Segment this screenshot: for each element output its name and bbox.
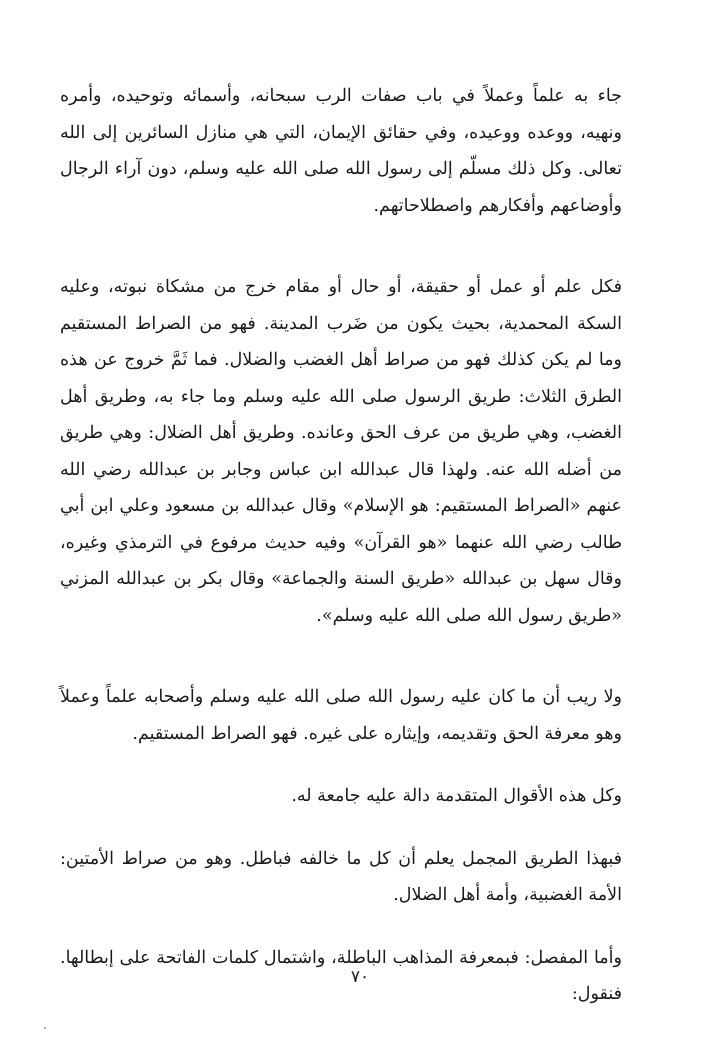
paragraph-2: فكل علم أو عمل أو حقيقة، أو حال أو مقام خرج من مشكاة نبوته، وعليه السكة المحمدية، بحيث يكون من ضَرب المدينة. فهو من الصراط المستقيم وما لم يكن كذلك فهو من صراط أهل الغضب والضلال. فما ثَمَّ خروج عن هذه الطرق الثلاث: طريق الرسول صلى الله عليه وسلم وما جاء به، وطريق أهل الغضب، وهي طريق من عرف الحق وعانده. وطريق أهل الضلال: وهي طريق من أضله الله عنه. ولهذا قال عبدالله ابن عباس وجابر بن عبدالله رضي الله عنهم «الصراط المستقيم: هو الإسلام» وقال عبدالله بن مسعود وعلي ابن أبي طالب رضي الله عنهما «هو القرآن» وفيه حديث مرفوع في الترمذي وغيره، وقال سهل بن عبدالله «طريق السنة والجماعة» وقال بكر بن عبدالله المزني «طريق رسول الله صلى الله عليه وسلم». (60, 277, 622, 626)
page-body (60, 78, 622, 1013)
scan-speck (44, 1027, 46, 1029)
paragraph-1: جاء به علماً وعملاً في باب صفات الرب سبحانه، وأسمائه وتوحيده، وأمره ونهيه، ووعده ووعيده، وفي حقائق الإيمان، التي هي منازل السائرين إلى الله تعالى. وكل ذلك مسلّم إلى رسول الله صلى الله عليه وسلم، دون آراء الرجال وأوضاعهم وأفكارهم واصطلاحاتهم. (60, 86, 622, 216)
paragraph-4: وكل هذه الأقوال المتقدمة دالة عليه جامعة له. (291, 786, 622, 806)
paragraph-6: وأما المفصل: فبمعرفة المذاهب الباطلة، واشتمال كلمات الفاتحة على إبطالها. فنقول: (60, 947, 622, 1004)
paragraph-5: فبهذا الطريق المجمل يعلم أن كل ما خالفه فباطل. وهو من صراط الأمتين: الأمة الغضبية، وأمة أهل الضلال. (60, 848, 622, 905)
page-number: ٧٠ (350, 967, 370, 987)
paragraph-3: ولا ريب أن ما كان عليه رسول الله صلى الله عليه وسلم وأصحابه علماً وعملاً وهو معرفة الحق وتقديمه، وإيثاره على غيره. فهو الصراط المستقيم. (60, 687, 622, 744)
